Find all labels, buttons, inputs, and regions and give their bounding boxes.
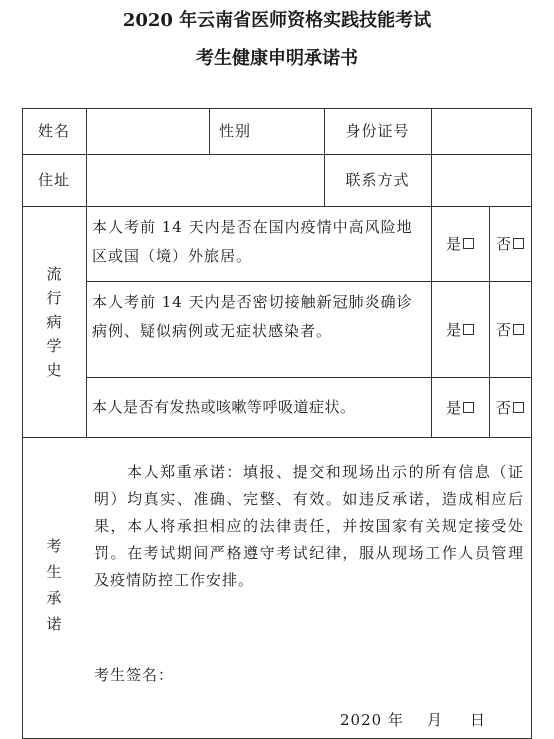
address-label: 住址 [37, 171, 70, 189]
history-label [22, 206, 86, 437]
checkbox-icon[interactable] [463, 402, 474, 413]
question-2-no[interactable] [489, 281, 531, 377]
checkbox-icon[interactable] [463, 238, 474, 249]
date-month: 月 [427, 711, 444, 729]
name-label: 姓名 [37, 122, 70, 140]
title-line-1: 2020 年云南省医师资格实践技能考试 [122, 10, 432, 31]
question-1-yes[interactable] [431, 206, 489, 281]
name-field[interactable] [87, 109, 208, 153]
question-2-yes[interactable] [431, 281, 489, 377]
yes-label: 是 [445, 320, 461, 339]
yes-label: 是 [445, 398, 461, 417]
question-1-no[interactable] [489, 206, 531, 281]
checkbox-icon[interactable] [513, 238, 524, 249]
checkbox-icon[interactable] [463, 324, 474, 335]
checkbox-icon[interactable] [513, 324, 524, 335]
pledge-label-char: 诺 [46, 615, 62, 633]
id-label: 身份证号 [345, 122, 410, 140]
history-label-char: 行 [46, 288, 62, 307]
id-field[interactable] [432, 109, 530, 153]
no-label: 否 [495, 320, 511, 339]
contact-field[interactable] [432, 155, 530, 205]
signature-label: 考生签名： [94, 666, 175, 684]
gender-label: 性别 [218, 122, 251, 140]
question-3-text: 本人是否有发热或咳嗽等呼吸道症状。 [92, 398, 356, 416]
pledge-text: 本人郑重承诺：填报、提交和现场出示的所有信息（证明）均真实、准确、完整、有效。如违反承诺，造成相应后果，本人将承担相应的法律责任，并按国家有关规定接受处罚。在考试期间严格遵守考试纪律，服从现场工作人员管理及疫情防控工作安排。 [94, 463, 524, 589]
question-2-text: 本人考前 14 天内是否密切接触新冠肺炎确诊病例、疑似病例或无症状感染者。 [92, 293, 413, 340]
history-label-char: 流 [46, 264, 62, 283]
pledge-label-char: 考 [46, 537, 62, 555]
history-label-char: 学 [46, 336, 62, 355]
table-border-right [531, 108, 532, 739]
gender-field[interactable] [262, 109, 323, 153]
yes-label: 是 [445, 235, 461, 253]
checkbox-icon[interactable] [513, 402, 524, 413]
pledge-label-char: 生 [46, 563, 62, 581]
no-label: 否 [495, 235, 511, 253]
contact-label: 联系方式 [345, 171, 410, 189]
question-1-text: 本人考前 14 天内是否在国内疫情中高风险地区或国（境）外旅居。 [92, 218, 413, 265]
no-label: 否 [495, 398, 511, 417]
question-3-no[interactable] [489, 377, 531, 437]
history-label-char: 史 [46, 360, 62, 379]
pledge-label [22, 530, 86, 640]
date-day: 日 [470, 711, 487, 729]
signature-field[interactable] [190, 661, 490, 689]
row-divider-3 [22, 437, 532, 438]
history-label-char: 病 [46, 312, 62, 331]
title-line-2: 考生健康申明承诺书 [196, 48, 358, 69]
question-3-yes[interactable] [431, 377, 489, 437]
address-field[interactable] [87, 155, 323, 205]
pledge-label-char: 承 [46, 589, 62, 607]
date-year: 2020 年 [340, 711, 404, 729]
